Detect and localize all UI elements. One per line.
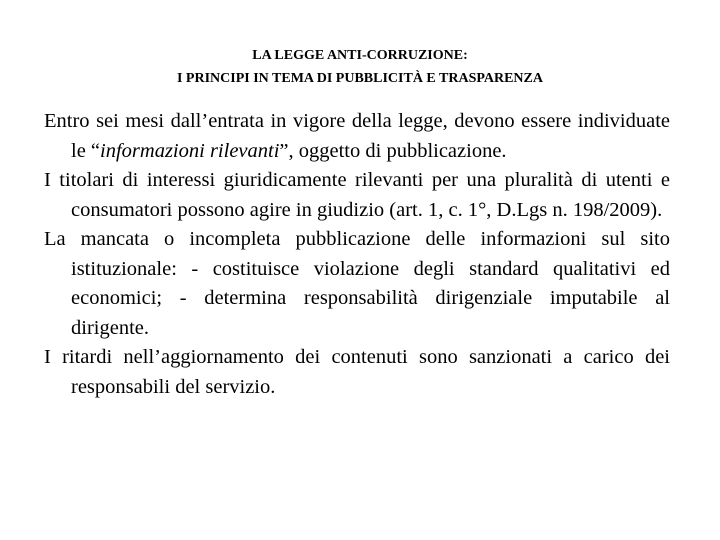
paragraph-titolari-interessi: I titolari di interessi giuridicamente rilevanti per una pluralità di utenti e consumatori possono agire in giudizio (art. 1, c. 1°, D.Lgs n. 198/2009). bbox=[44, 169, 670, 221]
title-line-2: I PRINCIPI IN TEMA DI PUBBLICITÀ E TRASPARENZA bbox=[176, 71, 543, 86]
slide-body bbox=[44, 107, 670, 402]
paragraph-1-text-before: Entro sei mesi dall’entrata in vigore della legge, devono essere individuate le “ bbox=[44, 110, 670, 162]
paragraph-ritardi-aggiornamento: I ritardi nell’aggiornamento dei contenuti sono sanzionati a carico dei responsabili del servizio. bbox=[44, 346, 670, 398]
slide-title bbox=[0, 44, 720, 90]
paragraph-mancata-pubblicazione: La mancata o incompleta pubblicazione delle informazioni sul sito istituzionale: - costituisce violazione degli standard qualitativi ed economici; - determina responsabilità dirigenziale imputabile al dirigente. bbox=[44, 228, 670, 339]
paragraph-informazioni-rilevanti bbox=[44, 107, 670, 166]
paragraph-1-text-after: ”, oggetto di pubblicazione. bbox=[279, 139, 507, 162]
paragraph-1-emphasis: informazioni rilevanti bbox=[100, 139, 280, 162]
title-line-1: LA LEGGE ANTI-CORRUZIONE: bbox=[252, 48, 468, 63]
